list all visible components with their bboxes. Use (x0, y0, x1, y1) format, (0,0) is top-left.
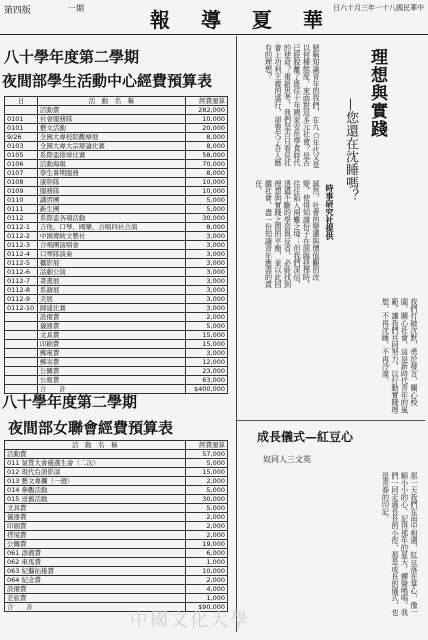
divider (237, 420, 425, 421)
row-amount: 282,000 (185, 106, 227, 115)
budget-column (0, 36, 232, 632)
row-amount: 3,000 (185, 277, 227, 286)
table-row (5, 477, 228, 486)
row-activity: 攝影展 (37, 259, 185, 268)
row-date: 0108 (5, 178, 38, 187)
row-activity: 捋境費 (5, 531, 186, 540)
table-row (5, 450, 228, 459)
row-amount: 5,000 (185, 459, 227, 468)
table-row (5, 286, 228, 295)
row-activity: 郵電費 (37, 349, 185, 358)
table-row (5, 585, 228, 594)
row-date: 0112-4 (5, 250, 38, 259)
row-date: 0110 (5, 196, 38, 205)
table-row (5, 160, 228, 169)
table-row (5, 304, 228, 313)
table-row (5, 358, 228, 367)
row-date (5, 106, 38, 115)
table-row (5, 142, 228, 151)
row-amount: 3,000 (185, 232, 227, 241)
row-activity: 學生暑期服務 (37, 169, 185, 178)
row-amount: 8,000 (185, 169, 227, 178)
row-date: 0112-2 (5, 232, 38, 241)
row-amount: 5,000 (185, 322, 227, 331)
row-date (5, 367, 38, 376)
table-row (5, 232, 228, 241)
article-body-2: 誠然，社會的變遷與價值觀的改變，使得知識份子在面臨抉擇時，往往陷入兩難之境；但我們深信，透過不斷的學習與反省，必能找到理想與實踐之間的平衡，並以此回饋社會，盡一份知識青年應盡的責任。 (255, 180, 321, 288)
row-activity: 吉他、口琴、國樂、合唱四社合演 (37, 223, 185, 232)
row-amount: 8,000 (185, 142, 227, 151)
row-activity: 印刷費 (5, 522, 186, 531)
row-date: 0112-7 (5, 277, 38, 286)
row-activity: 講習團 (37, 196, 185, 205)
publication-date: 日六十月三年一十八國民華中 (333, 4, 424, 12)
poem-title: 成長儀式—紅豆心 (257, 430, 354, 444)
row-date (5, 358, 38, 367)
table-row (5, 106, 228, 115)
row-amount: $400,000 (185, 385, 227, 394)
row-amount: 6,000 (185, 549, 227, 558)
row-amount: 8,000 (185, 133, 227, 142)
table-row (5, 531, 228, 540)
row-date: 0103 (5, 142, 38, 151)
table-row (5, 313, 228, 322)
row-amount: 5,000 (185, 504, 227, 513)
row-amount: 2,000 (185, 576, 227, 585)
row-activity: 社會服務隊 (37, 115, 185, 124)
row-amount: 3,000 (185, 268, 227, 277)
row-activity: 康幹隊 (37, 178, 185, 187)
row-activity: 新生團 (37, 205, 185, 214)
row-date: 9/26 (5, 133, 38, 142)
row-amount: 2,000 (185, 313, 227, 322)
row-amount: 2,000 (185, 513, 227, 522)
row-activity: 儀器費 (5, 513, 186, 522)
row-date: 0107 (5, 169, 38, 178)
row-amount: 1,000 (185, 594, 227, 603)
row-activity: 文具費 (5, 504, 186, 513)
row-activity: 012 現代台語影談 (5, 468, 186, 477)
table-row (5, 133, 228, 142)
table-row (5, 376, 228, 385)
row-activity: 014 參觀活動 (5, 486, 186, 495)
row-activity: 書畫展 (37, 277, 185, 286)
row-date: 0112 (5, 214, 38, 223)
table-row (5, 468, 228, 477)
row-amount: 4,000 (185, 585, 227, 594)
row-activity: 064 紀念費 (5, 576, 186, 585)
row-activity: 系籍展 (37, 286, 185, 295)
table-row (5, 322, 228, 331)
row-amount: 19,000 (185, 540, 227, 549)
row-amount: 3,000 (185, 304, 227, 313)
budget-title-1: 八十學年度第二學期 (4, 48, 140, 66)
row-date (5, 349, 38, 358)
article-body-3: 我們打破沈默，勇於發言，關心校園，關心社會，這是新時代青年的風範。讓我們共同努力，以行動實踐理想，不再沈睡，不再冷漠。 (381, 298, 419, 414)
row-date: 0112-9 (5, 295, 38, 304)
row-amount: 5,000 (185, 196, 227, 205)
table-row (5, 169, 228, 178)
womens-association-budget-table (4, 440, 228, 612)
col-activity: 活 動 名 稱 (5, 441, 186, 450)
table-row (5, 486, 228, 495)
row-date: 0109 (5, 187, 38, 196)
row-date: 0112-3 (5, 241, 38, 250)
article-title: 理想與實踐 (367, 48, 387, 138)
row-amount: 30,000 (185, 495, 227, 504)
row-activity: 合唱團演唱會 (37, 241, 185, 250)
row-activity: 015 送舊活動 (5, 495, 186, 504)
row-activity: 設備費 (37, 313, 185, 322)
table-row (5, 223, 228, 232)
budget-title-2: 八十學年度第二學期 (2, 393, 138, 411)
col-amount: 經費運算 (185, 441, 227, 450)
table-row (5, 196, 228, 205)
issue-number: 一期 (68, 4, 84, 13)
row-amount: 10,000 (185, 187, 227, 196)
watermark: 中國文化大學 (130, 610, 250, 631)
row-amount: 70,000 (185, 160, 227, 169)
row-activity: 013 藝文專欄（一週） (5, 477, 186, 486)
row-activity: 全國大專校院觀摩展 (37, 133, 185, 142)
row-activity: 中國傳統文藝社 (37, 232, 185, 241)
col-amount: 經費運算 (185, 97, 227, 106)
row-activity: 合 計 (5, 603, 186, 612)
row-amount: 2,000 (185, 522, 227, 531)
row-activity: 公關費 (5, 540, 186, 549)
row-activity: 公關費 (37, 367, 185, 376)
table-row (5, 259, 228, 268)
row-activity: 設備費 (5, 585, 186, 594)
masthead: 報 導 夏 華 (150, 8, 335, 32)
row-date: 0111 (5, 205, 38, 214)
table-row (5, 214, 228, 223)
table-row (5, 268, 228, 277)
row-amount: 10,000 (185, 115, 227, 124)
table-row (5, 504, 228, 513)
row-activity: 儀器費 (37, 322, 185, 331)
row-activity: 合 計 (37, 385, 185, 394)
row-amount: 2,000 (185, 531, 227, 540)
row-activity: 011 氣質大會優選生會（二次） (5, 459, 186, 468)
row-amount: 23,000 (185, 367, 227, 376)
table-row (5, 513, 228, 522)
row-date: 0101 (5, 124, 38, 133)
row-amount: 20,000 (185, 124, 227, 133)
table-row (5, 277, 228, 286)
table-row (5, 124, 228, 133)
row-date (5, 376, 38, 385)
row-date: 0112-10 (5, 304, 38, 313)
row-activity: 活動費 (37, 106, 185, 115)
row-date: 0112-1 (5, 223, 38, 232)
row-activity: 公報費 (37, 376, 185, 385)
row-activity: 063 紀攜拓捲費 (5, 567, 186, 576)
budget-subtitle-1: 夜間部學生活動中心經費預算表 (2, 72, 213, 90)
activity-center-budget-table (4, 96, 228, 394)
row-date: 0112-8 (5, 286, 38, 295)
row-date: 0106 (5, 160, 38, 169)
page-number: 第四版 (4, 6, 32, 16)
table-row (5, 558, 228, 567)
poem-author: 奴同人三文英 (263, 455, 311, 464)
table-row (5, 340, 228, 349)
row-amount: 3,000 (185, 295, 227, 304)
table-row (5, 495, 228, 504)
row-activity: 印刷費 (37, 340, 185, 349)
table-row (5, 549, 228, 558)
row-amount: $90,000 (185, 603, 227, 612)
table-row (5, 331, 228, 340)
row-activity: 藝文活動 (37, 124, 185, 133)
row-activity: 差旅費 (5, 594, 186, 603)
table-row (5, 115, 228, 124)
row-amount: 57,000 (185, 450, 227, 459)
row-date (5, 340, 38, 349)
col-date: 日 (5, 97, 38, 106)
row-amount: 58,000 (185, 151, 227, 160)
row-amount: 3,000 (185, 349, 227, 358)
row-activity: 話劇公演 (37, 268, 185, 277)
row-amount: 63,000 (185, 376, 227, 385)
table-row (5, 349, 228, 358)
table-row (5, 295, 228, 304)
row-amount: 5,000 (185, 205, 227, 214)
row-date: 0101 (5, 115, 38, 124)
row-amount: 12,000 (185, 358, 227, 367)
row-activity: 活動海報 (37, 160, 185, 169)
row-date: 0112-5 (5, 259, 38, 268)
table-row (5, 567, 228, 576)
row-amount: 3,000 (185, 250, 227, 259)
table-row (5, 178, 228, 187)
article-column (236, 36, 425, 632)
row-date: 0105 (5, 151, 38, 160)
row-activity: 美展 (37, 295, 185, 304)
row-activity: 061 添備費 (5, 549, 186, 558)
article-author: 時事研究社提供 (325, 184, 335, 240)
table-row (5, 576, 228, 585)
row-activity: 062 車馬費 (5, 558, 186, 567)
row-date: 0112-6 (5, 268, 38, 277)
row-amount: 3,000 (185, 259, 227, 268)
row-amount: 2,000 (185, 477, 227, 486)
budget-subtitle-2: 夜間部女聯會經費預算表 (8, 419, 174, 437)
row-amount: 3,000 (185, 241, 227, 250)
row-amount: 3,000 (185, 286, 227, 295)
row-activity: 全國大專大宗辯論比賽 (37, 142, 185, 151)
row-activity: 系際盃各項活動 (37, 214, 185, 223)
article-body-1: 號稱知識青年的我們，在九○年代又是以何種態度，來面對這多元社會？是否已經脫離了既往十年國家安危學責時代的使命？重新思考，我們是否只看見社會上功利主義的盛行，卻喪失了吾人應有的理想？ (264, 44, 321, 169)
table-row (5, 522, 228, 531)
row-activity: 郵寄費 (37, 358, 185, 367)
row-amount: 15,000 (185, 468, 227, 477)
table-row (5, 459, 228, 468)
row-activity: 口琴隊演奏 (37, 250, 185, 259)
page-header (0, 0, 428, 35)
table-row (5, 594, 228, 603)
row-amount: 30,000 (185, 214, 227, 223)
row-activity: 歸建比賽 (37, 304, 185, 313)
poem-body: 那一天我們在雨中相遇，紅豆落在掌心，像一顆小小的心，記得那年的夏天，蟬聲鳴唱，我們一同走過長長的小徑，那是成長的儀式，也是青春的印記。 (381, 472, 419, 616)
row-amount: 15,000 (185, 331, 227, 340)
table-row (5, 151, 228, 160)
row-activity: 文具費 (37, 331, 185, 340)
row-amount: 10,000 (185, 178, 227, 187)
col-activity: 活 動 名 稱 (37, 97, 185, 106)
article-subtitle: —您還在沈睡嗎？ (343, 98, 358, 202)
table-row (5, 241, 228, 250)
row-amount: 10,000 (185, 567, 227, 576)
row-date (5, 322, 38, 331)
row-date (5, 313, 38, 322)
row-date (5, 331, 38, 340)
row-amount: 1,000 (185, 558, 227, 567)
table-row (5, 540, 228, 549)
row-activity: 系際盃排球比賽 (37, 151, 185, 160)
row-amount: 5,000 (185, 486, 227, 495)
row-amount: 8,000 (185, 223, 227, 232)
table-row (5, 367, 228, 376)
table-row (5, 187, 228, 196)
row-amount: 15,000 (185, 340, 227, 349)
row-activity: 活動費 (5, 450, 186, 459)
row-activity: 服務隊 (37, 187, 185, 196)
table-row (5, 250, 228, 259)
table-row (5, 205, 228, 214)
